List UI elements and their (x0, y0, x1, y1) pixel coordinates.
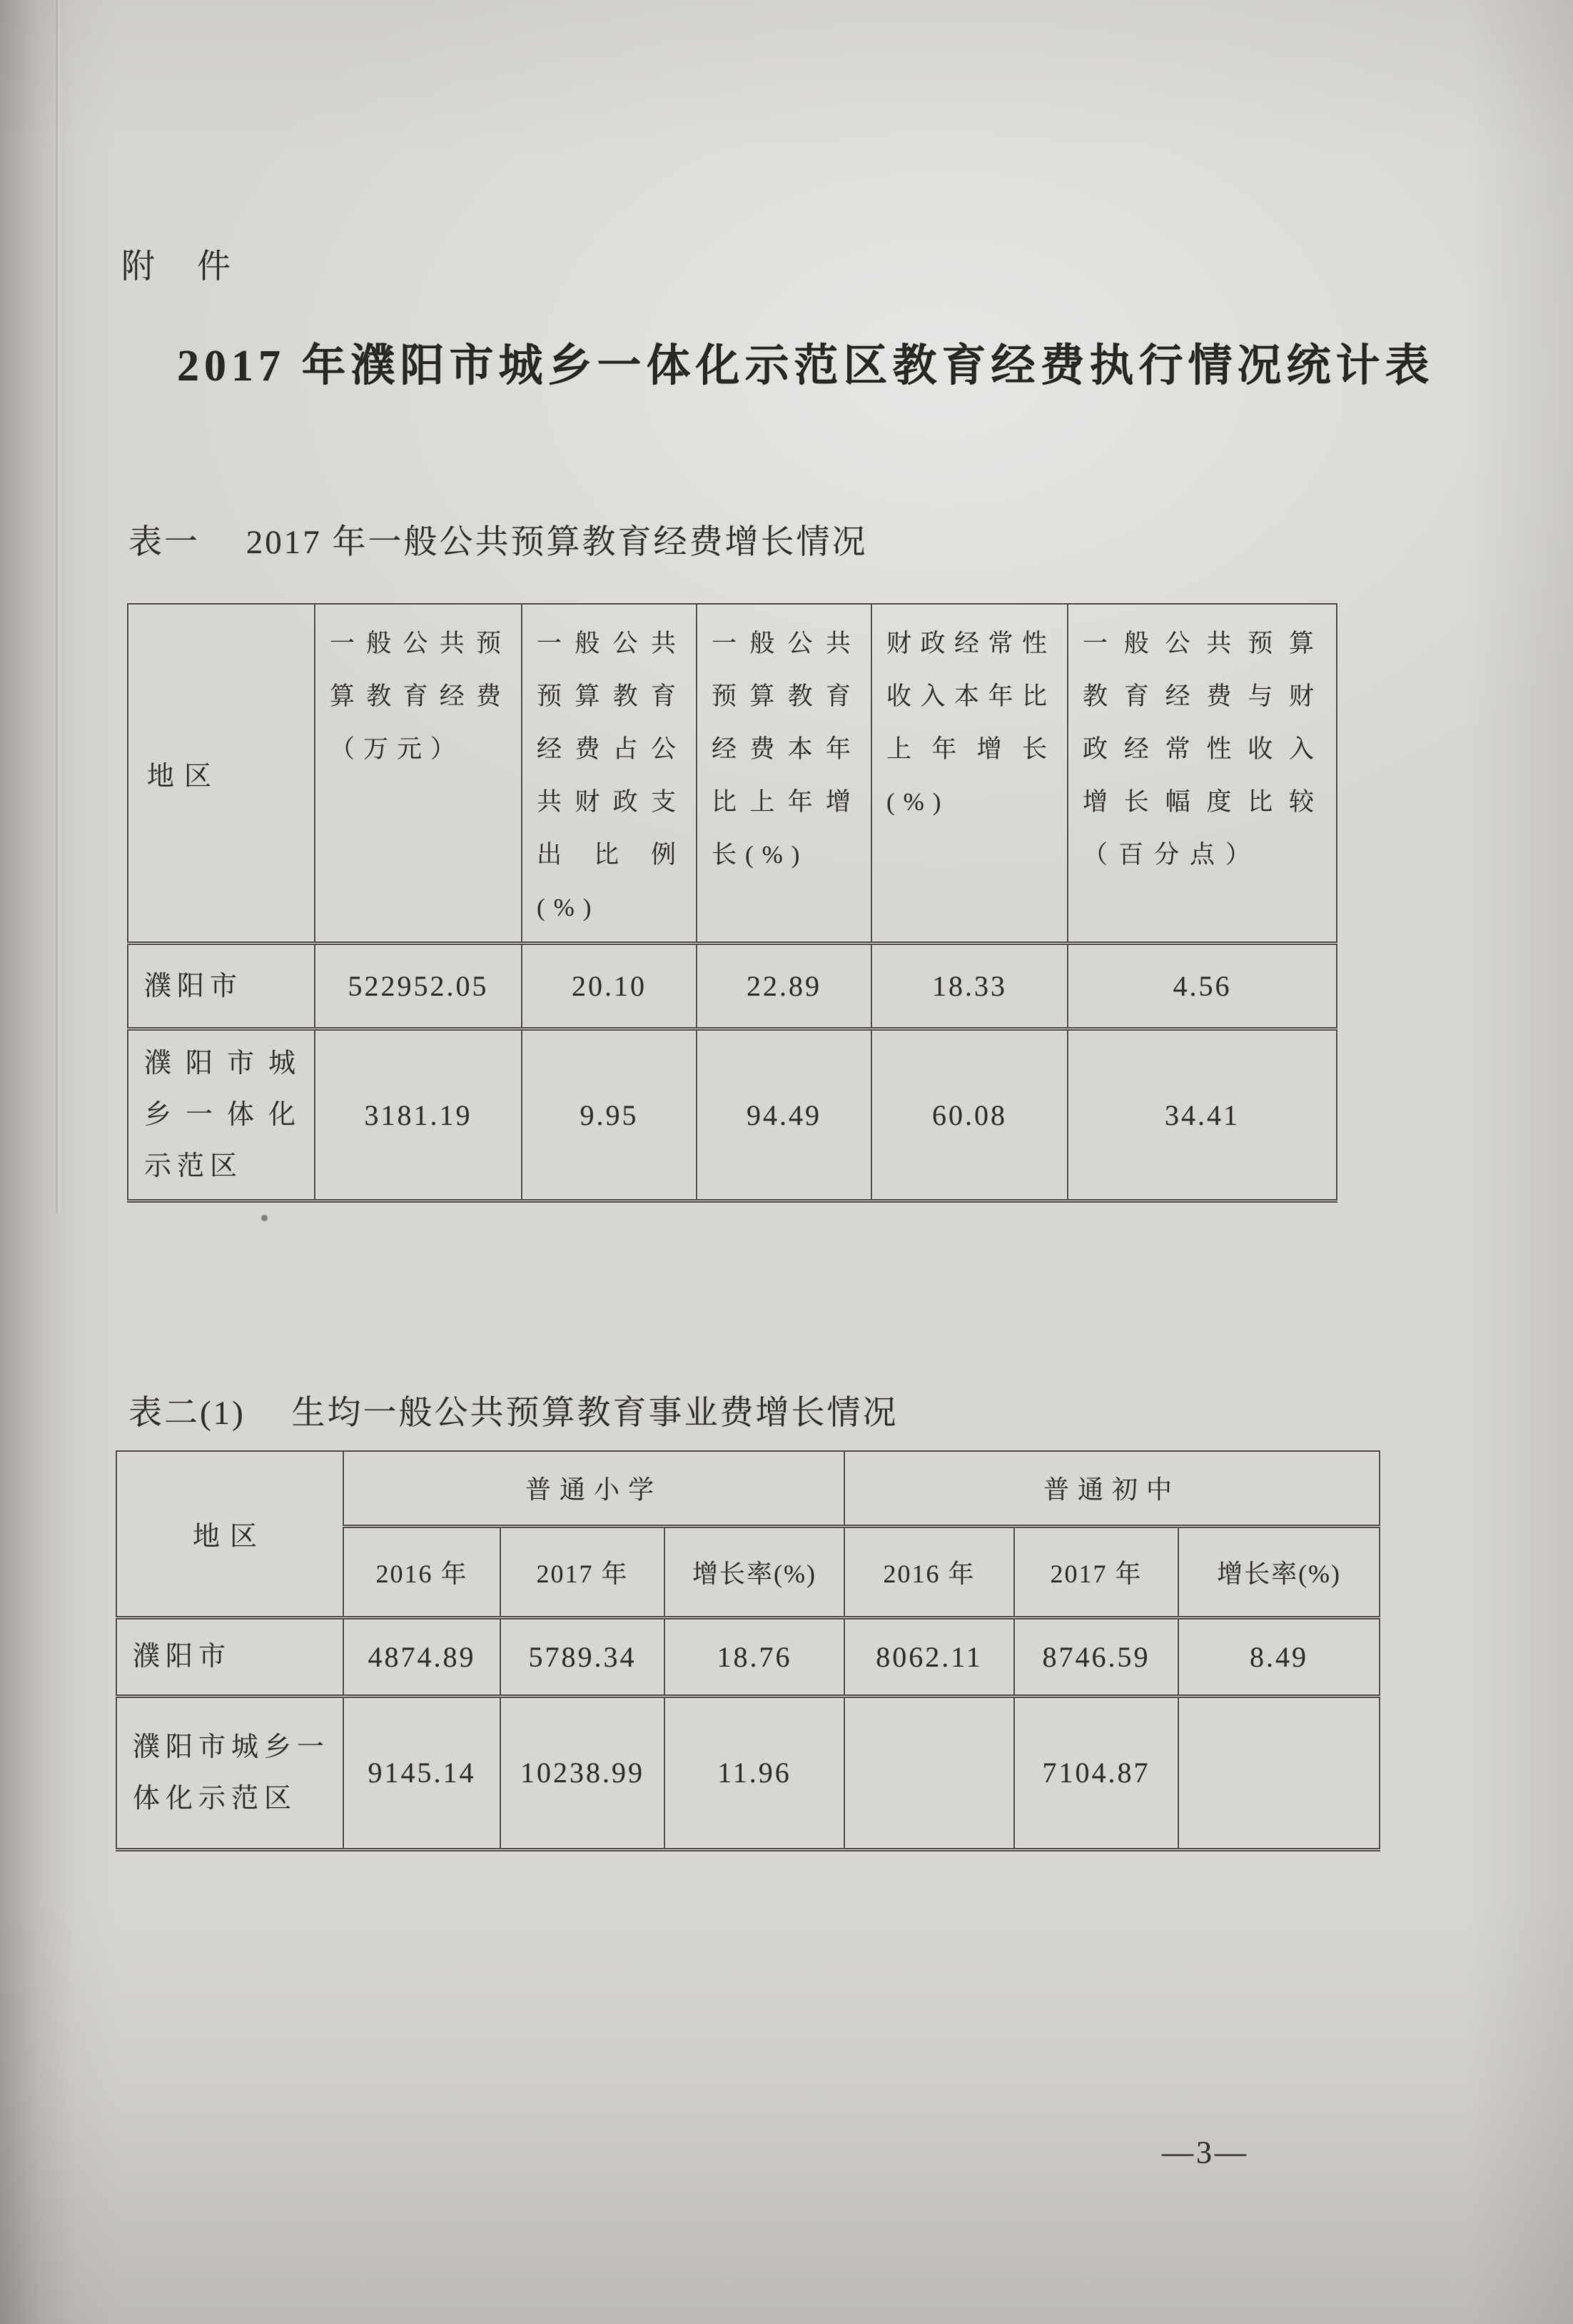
value-cell: 5789.34 (500, 1617, 664, 1696)
table2-group-header-row (116, 1451, 1380, 1526)
table2-per-student-expenditure-growth (116, 1450, 1380, 1851)
value-cell: 18.76 (664, 1617, 844, 1696)
table1-header-region: 地区 (128, 604, 315, 944)
value-cell-empty (1178, 1696, 1380, 1849)
table2-subheader-primary-2017: 2017 年 (500, 1526, 664, 1617)
table2-subheader-junior-2016: 2016 年 (844, 1526, 1014, 1617)
value-cell: 522952.05 (315, 944, 522, 1029)
value-cell: 60.08 (871, 1029, 1068, 1201)
attachment-label: 附 件 (121, 248, 235, 286)
table2-header-region: 地区 (116, 1451, 343, 1617)
scan-speck (261, 1215, 268, 1221)
region-cell: 濮阳市 (116, 1617, 343, 1696)
table1-education-funding-growth (127, 603, 1337, 1203)
table2-group-primary-school: 普通小学 (343, 1451, 844, 1526)
table2-subheader-junior-growth: 增长率(%) (1178, 1526, 1380, 1617)
value-cell: 7104.87 (1014, 1696, 1178, 1849)
table1-row-demonstration-zone (128, 1029, 1337, 1201)
value-cell: 8.49 (1178, 1617, 1380, 1696)
page-number: —3— (1162, 2135, 1249, 2170)
value-cell: 18.33 (871, 944, 1068, 1029)
value-cell: 22.89 (697, 944, 871, 1029)
value-cell-empty (844, 1696, 1014, 1849)
value-cell: 8062.11 (844, 1617, 1014, 1696)
value-cell: 9.95 (522, 1029, 697, 1201)
table2-row-demonstration-zone (116, 1696, 1380, 1849)
table1-header-budget-growth: 一般公共预算教育经费本年比上年增长(%) (697, 604, 871, 944)
region-cell: 濮阳市城乡一体化示范区 (128, 1029, 315, 1201)
table1-header-growth-comparison: 一般公共预算教育经费与财政经常性收入增长幅度比较（百分点） (1068, 604, 1337, 944)
table1-header-fiscal-revenue-growth: 财政经常性收入本年比上年增长(%) (871, 604, 1068, 944)
value-cell: 3181.19 (315, 1029, 522, 1201)
table1-header-budget-total: 一般公共预算教育经费（万元） (315, 604, 522, 944)
table2-group-junior-high: 普通初中 (844, 1451, 1380, 1526)
table1-row-puyang-city (128, 944, 1337, 1029)
table2-subheader-primary-growth: 增长率(%) (664, 1526, 844, 1617)
value-cell: 10238.99 (500, 1696, 664, 1849)
value-cell: 9145.14 (343, 1696, 500, 1849)
value-cell: 4.56 (1068, 944, 1337, 1029)
table2-subheader-primary-2016: 2016 年 (343, 1526, 500, 1617)
table2-row-puyang-city (116, 1617, 1380, 1696)
table1-caption: 表一 2017 年一般公共预算教育经费增长情况 (128, 524, 868, 561)
value-cell: 4874.89 (343, 1617, 500, 1696)
region-cell: 濮阳市城乡一体化示范区 (116, 1696, 343, 1849)
value-cell: 20.10 (522, 944, 697, 1029)
scan-crease-line (56, 0, 58, 1213)
region-cell: 濮阳市 (128, 944, 315, 1029)
document-title: 2017 年濮阳市城乡一体化示范区教育经费执行情况统计表 (177, 342, 1435, 390)
value-cell: 94.49 (697, 1029, 871, 1201)
table1-header-row (128, 604, 1337, 944)
table1-header-share-of-expenditure: 一般公共预算教育经费占公共财政支出比例(%) (522, 604, 697, 944)
value-cell: 8746.59 (1014, 1617, 1178, 1696)
table2-caption: 表二(1) 生均一般公共预算教育事业费增长情况 (128, 1395, 899, 1432)
table2-subheader-junior-2017: 2017 年 (1014, 1526, 1178, 1617)
value-cell: 11.96 (664, 1696, 844, 1849)
value-cell: 34.41 (1068, 1029, 1337, 1201)
